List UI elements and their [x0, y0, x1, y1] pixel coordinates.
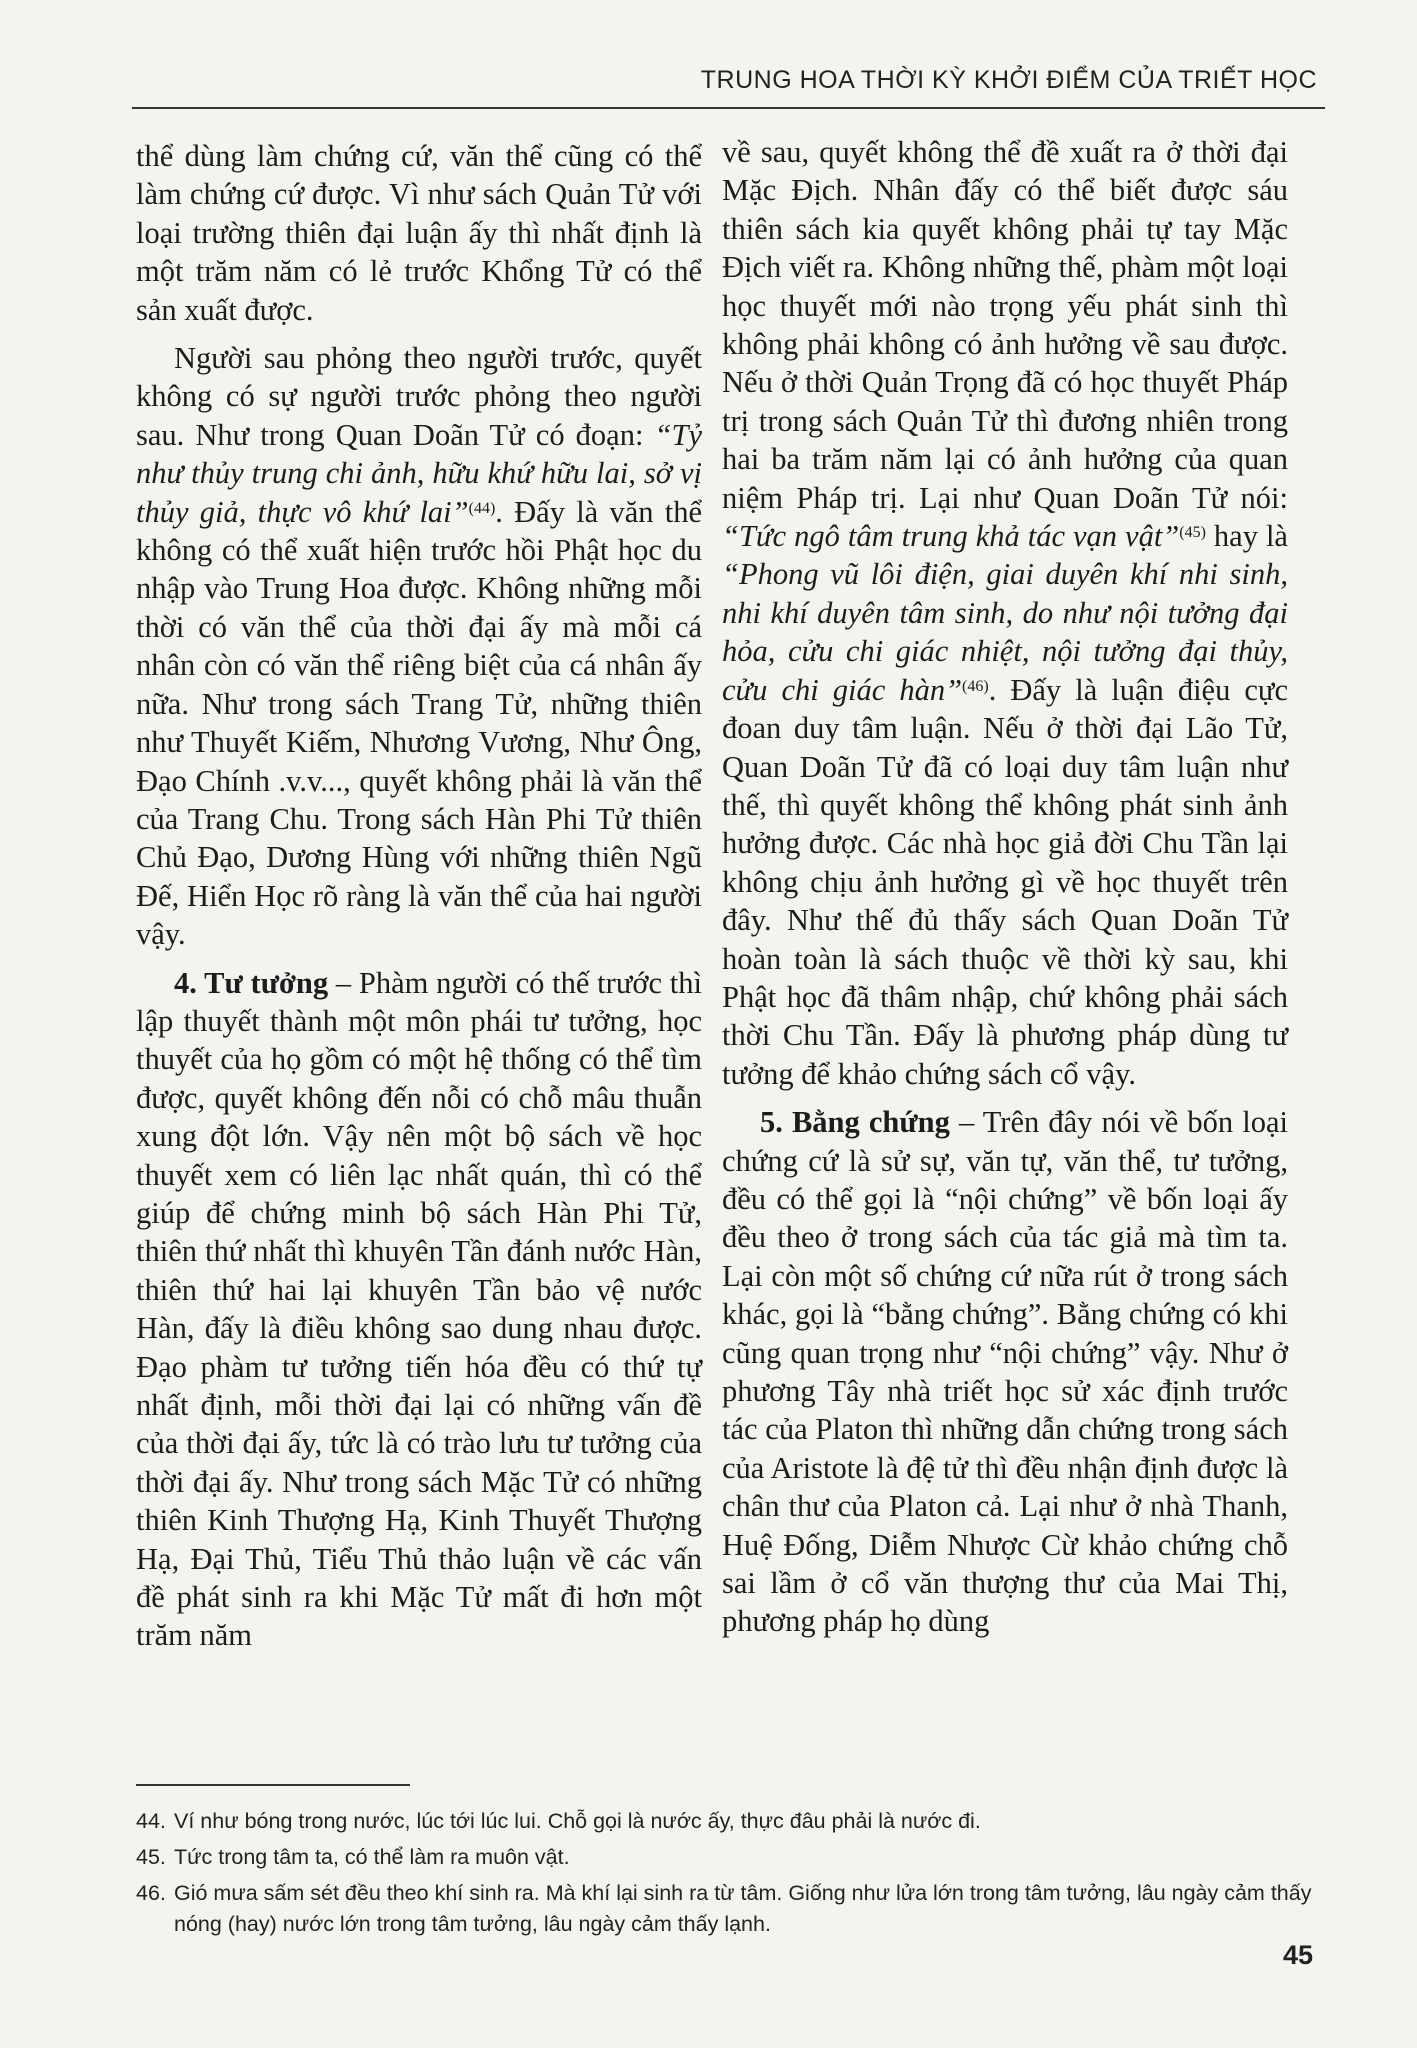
footnote-number: 45.	[136, 1845, 166, 1869]
right-column	[722, 133, 1288, 1651]
footnote-ref-46[interactable]: (46)	[962, 677, 989, 695]
left-p3-body: – Phàm người có thế trước thì lập thuyết thành một môn phái tư tưởng, học thuyết của họ gồm có một hệ thống có thể tìm được, quyết không đến nỗi có chỗ mâu thuẫn xung đột lớn. Vậy nên một bộ sách về học thuyết xem có liên lạc nhất quán, thì có thể giúp để chứng minh bộ sách Hàn Phi Tử, thiên thứ nhất thì khuyên Tần đánh nước Hàn, thiên thứ hai lại khuyên Tần bảo vệ nước Hàn, đấy là điều không sao dung nhau được. Đạo phàm tư tưởng tiến hóa đều có thứ tự nhất định, mỗi thời đại lại có những vấn đề của thời đại ấy, tức là có trào lưu tư tưởng của thời đại ấy. Như trong sách Mặc Tử có những thiên Kinh Thượng Hạ, Kinh Thuyết Thượng Hạ, Đại Thủ, Tiểu Thủ thảo luận về các vấn đề phát sinh ra khi Mặc Tử mất đi hơn một trăm năm	[136, 965, 702, 1653]
running-title: TRUNG HOA THỜI KỲ KHỞI ĐIỂM CỦA TRIẾT HỌC	[700, 66, 1317, 94]
page-number: 45	[1282, 1940, 1313, 1970]
footnote-ref-44[interactable]: (44)	[468, 499, 496, 517]
footnote-text: Ví như bóng trong nước, lúc tới lúc lui. Chỗ gọi là nước ấy, thực đâu phải là nước đi.	[174, 1809, 981, 1833]
quote-phong-vu-loi-dien: “Phong vũ lôi điện, giai duyên khí nhi sinh, nhi khí duyên tâm sinh, do như nội tưởng đại hỏa, cửu chi giác nhiệt, nội tưởng đại thủy, cửu chi giác hàn”	[722, 557, 1288, 707]
right-paragraph-2	[722, 1103, 1288, 1641]
left-p2-text-a: Người sau phỏng theo người trước, quyết không có sự người trước phỏng theo người sau. Như trong Quan Doãn Tử có đoạn:	[136, 341, 702, 452]
footnote-rule	[136, 1784, 410, 1786]
left-p2-text-b: . Đấy là văn thể không có thể xuất hiện trước hồi Phật học du nhập vào Trung Hoa được. Không những mỗi thời có văn thể của thời đại ấy mà mỗi cá nhân còn có văn thể riêng biệt của cá nhân ấy nữa. Như trong sách Trang Tử, những thiên như Thuyết Kiếm, Nhương Vương, Như Ông, Đạo Chính .v.v..., quyết không phải là văn thể của Trang Chu. Trong sách Hàn Phi Tử thiên Chủ Đạo, Dương Hùng với những thiên Ngũ Đế, Hiển Học rõ ràng là văn thể của hai người vậy.	[136, 494, 702, 952]
right-p1-text-a: về sau, quyết không thể đề xuất ra ở thời đại Mặc Địch. Nhân đấy có thể biết được sáu thiên sách kia quyết không phải tự tay Mặc Địch viết ra. Không những thế, phàm một loại học thuyết mới nào trọng yếu phát sinh thì không phải không có ảnh hưởng về sau được. Nếu ở thời Quản Trọng đã có học thuyết Pháp trị trong sách Quản Tử thì đương nhiên trong hai ba trăm năm lại có ảnh hưởng của quan niệm Pháp trị. Lại như Quan Doãn Tử nói:	[722, 135, 1288, 515]
footnote-ref-45[interactable]: (45)	[1179, 524, 1206, 542]
header-rule	[132, 107, 1325, 109]
right-p2-body: – Trên đây nói về bốn loại chứng cứ là sử sự, văn tự, văn thể, tư tưởng, đều có thể gọi là “nội chứng” về bốn loại ấy đều theo ở trong sách của tác giả mà tìm ta. Lại còn một số chứng cứ nữa rút ở trong sách khác, gọi là “bằng chứng”. Bằng chứng có khi cũng quan trọng như “nội chứng” vậy. Như ở phương Tây nhà triết học sử xác định trước tác của Platon thì những dẫn chứng trong sách của Aristote là đệ tử thì đều nhận định được là chân thư của Platon cả. Lại như ở nhà Thanh, Huệ Đống, Diễm Nhược Cừ khảo chứng chỗ sai lầm ở cổ văn thượng thư của Mai Thị, phương pháp họ dùng	[722, 1105, 1288, 1639]
section-heading-tu-tuong: 4. Tư tưởng	[174, 965, 329, 1000]
footnote-number: 46.	[136, 1881, 166, 1905]
footnote-text: Gió mưa sấm sét đều theo khí sinh ra. Mà khí lại sinh ra từ tâm. Giống như lửa lớn trong tâm tưởng, lâu ngày cảm thấy nóng (hay) nước lớn trong tâm tưởng, lâu ngày cảm thấy lạnh.	[174, 1881, 1312, 1936]
quote-quan-doan-tu: “Tỷ như thủy trung chi ảnh, hữu khứ hữu lai, sở vị thủy giả, thực vô khứ lai”	[136, 417, 702, 529]
right-paragraph-1	[722, 133, 1288, 1093]
left-paragraph-1: thể dùng làm chứng cứ, văn thể cũng có thể làm chứng cứ được. Vì như sách Quản Tử với loại trường thiên đại luận ấy thì nhất định là một trăm năm có lẻ trước Khổng Tử có thể sản xuất được.	[136, 139, 702, 327]
footnote-number: 44.	[136, 1809, 166, 1833]
footnote-45	[136, 1842, 1316, 1873]
left-paragraph-3	[136, 964, 702, 1655]
footnote-46	[136, 1878, 1316, 1940]
section-heading-bang-chung: 5. Bằng chứng	[760, 1105, 950, 1140]
left-column	[136, 137, 702, 1665]
right-p1-text-mid: hay là	[1205, 519, 1288, 554]
quote-tuc-ngo-tam: “Tức ngô tâm trung khả tác vạn vật”	[722, 519, 1180, 554]
left-paragraph-2	[136, 339, 702, 954]
footnote-text: Tức trong tâm ta, có thể làm ra muôn vật.	[174, 1845, 570, 1869]
right-p1-text-b: . Đấy là luận điệu cực đoan duy tâm luận. Nếu ở thời đại Lão Tử, Quan Doãn Tử đã có loại duy tâm luận như thế, thì quyết không thể không phát sinh ảnh hưởng được. Các nhà học giả đời Chu Tần lại không chịu ảnh hưởng gì về học thuyết trên đây. Như thế đủ thấy sách Quan Doãn Tử hoàn toàn là sách thuộc về thời kỳ sau, khi Phật học đã thâm nhập, chứ không phải sách thời Chu Tần. Đấy là phương pháp dùng tư tưởng để khảo chứng sách cổ vậy.	[722, 672, 1288, 1091]
footnotes	[136, 1806, 1316, 1945]
footnote-44	[136, 1806, 1316, 1837]
